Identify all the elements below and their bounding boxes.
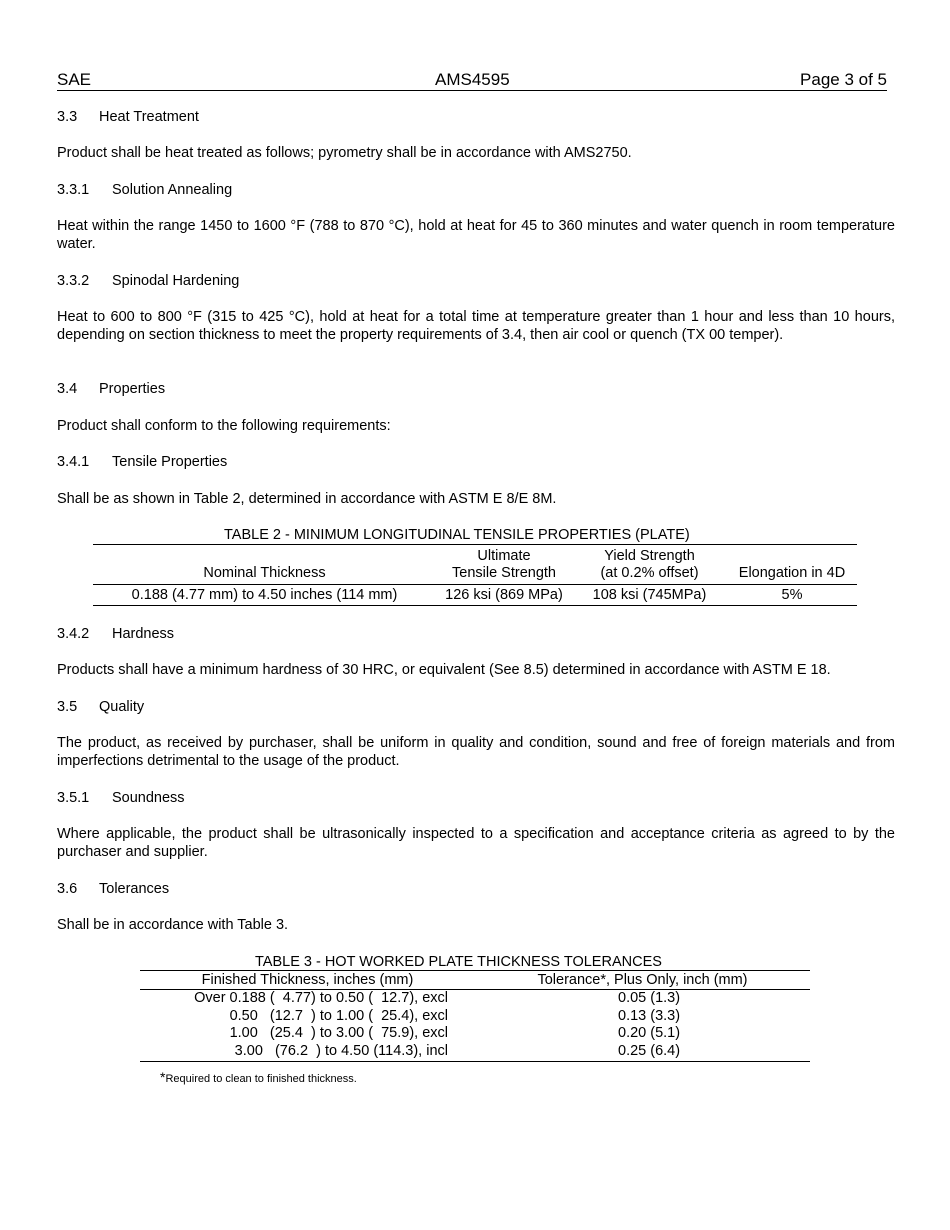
table3-body (140, 990, 810, 1060)
table3-tolerance-cell: 0.05 (1.3) (618, 990, 681, 1006)
table2-header-cell: (at 0.2% offset) (600, 565, 699, 581)
table2-cell: 108 ksi (745MPa) (592, 587, 707, 603)
table2-body (93, 586, 857, 604)
table2-header-cell: Ultimate (477, 547, 531, 564)
table3-thickness-cell: 1.00 (25.4 ) to 3.00 ( 75.9), excl (229, 1025, 448, 1041)
section-heading-3-3-1: 3.3.1 Solution Annealing (57, 182, 233, 198)
section-text-3-4-2: Products shall have a minimum hardness of 30 HRC, or equivalent (See 8.5) determined in accordance with ASTM E 18. (57, 662, 831, 678)
section-heading-3-3-2: 3.3.2 Spinodal Hardening (57, 273, 240, 289)
table2-cell: 5% (781, 587, 803, 603)
table2-cell: 126 ksi (869 MPa) (445, 587, 563, 603)
table2-header-row-2 (93, 564, 857, 582)
section-heading-3-5: 3.5 Quality (57, 699, 145, 715)
table-row (140, 990, 810, 1008)
table2-header-cell: Tensile Strength (452, 565, 556, 581)
table3-thickness-cell: 3.00 (76.2 ) to 4.50 (114.3), incl (234, 1042, 448, 1059)
table3-header-cell: Tolerance*, Plus Only, inch (mm) (537, 971, 748, 988)
table3-footnote: *Required to clean to finished thickness. (160, 1069, 357, 1085)
section-heading-3-4-1: 3.4.1 Tensile Properties (57, 454, 228, 470)
table2-top-rule (93, 544, 857, 545)
section-heading-3-3: 3.3 Heat Treatment (57, 109, 199, 125)
table3-tolerance-cell: 0.13 (3.3) (618, 1007, 681, 1024)
table2-header-cell: Elongation in 4D (738, 565, 846, 581)
table2-header-cell: Yield Strength (604, 547, 695, 564)
table2 (93, 547, 857, 582)
table2-bottom-rule (93, 605, 857, 606)
table3-header (140, 971, 810, 988)
header-org: SAE (57, 70, 92, 89)
table-row (140, 1008, 810, 1026)
page-header (57, 70, 887, 91)
table3-bottom-rule (140, 1061, 810, 1062)
table2-header-cell: Nominal Thickness (203, 565, 326, 581)
table-row (93, 586, 857, 604)
section-heading-3-4: 3.4 Properties (57, 381, 166, 397)
table-row (140, 1025, 810, 1043)
table3-tolerance-cell: 0.25 (6.4) (618, 1042, 681, 1059)
section-text-3-4: Product shall conform to the following requirements: (57, 418, 391, 434)
table3-thickness-cell: 0.50 (12.7 ) to 1.00 ( 25.4), excl (229, 1007, 448, 1024)
section-text-3-3-1: Heat within the range 1450 to 1600 °F (788 to 870 °C), hold at heat for 45 to 360 minutes and water quench in room temperature water. (57, 218, 895, 252)
section-text-3-6: Shall be in accordance with Table 3. (57, 917, 289, 933)
section-heading-3-6: 3.6 Tolerances (57, 881, 170, 897)
table2-cell: 0.188 (4.77 mm) to 4.50 inches (114 mm) (131, 587, 398, 603)
section-text-3-3-2: Heat to 600 to 800 °F (315 to 425 °C), hold at heat for a total time at temperature greater than 1 hour and less than 10 hours, depending on section thickness to meet the property requirements of 3.4, then air cool or quench (TX 00 temper). (57, 309, 895, 343)
table3-tolerance-cell: 0.20 (5.1) (618, 1025, 681, 1041)
table3-header-cell: Finished Thickness, inches (mm) (201, 971, 414, 988)
table3-caption: TABLE 3 - HOT WORKED PLATE THICKNESS TOLERANCES (255, 954, 662, 970)
section-text-3-3: Product shall be heat treated as follows; pyrometry shall be in accordance with AMS2750. (57, 145, 632, 161)
table3-header-row (140, 971, 810, 988)
section-text-3-5-1: Where applicable, the product shall be ultrasonically inspected to a specification and acceptance criteria as agreed to by the purchaser and supplier. (57, 826, 895, 860)
section-heading-3-4-2: 3.4.2 Hardness (57, 626, 175, 642)
table3-thickness-cell: Over 0.188 ( 4.77) to 0.50 ( 12.7), excl (194, 990, 448, 1006)
header-page-number: Page 3 of 5 (800, 70, 887, 89)
table2-header-row-1 (93, 547, 857, 564)
section-text-3-4-1: Shall be as shown in Table 2, determined in accordance with ASTM E 8/E 8M. (57, 491, 557, 507)
table2-caption: TABLE 2 - MINIMUM LONGITUDINAL TENSILE PROPERTIES (PLATE) (224, 527, 690, 543)
table-row (140, 1043, 810, 1061)
section-text-3-5: The product, as received by purchaser, shall be uniform in quality and condition, sound and free of foreign materials and from imperfections detrimental to the usage of the product. (57, 735, 895, 769)
table2-header-rule (93, 584, 857, 585)
header-doc-id: AMS4595 (435, 70, 510, 89)
section-heading-3-5-1: 3.5.1 Soundness (57, 790, 185, 806)
